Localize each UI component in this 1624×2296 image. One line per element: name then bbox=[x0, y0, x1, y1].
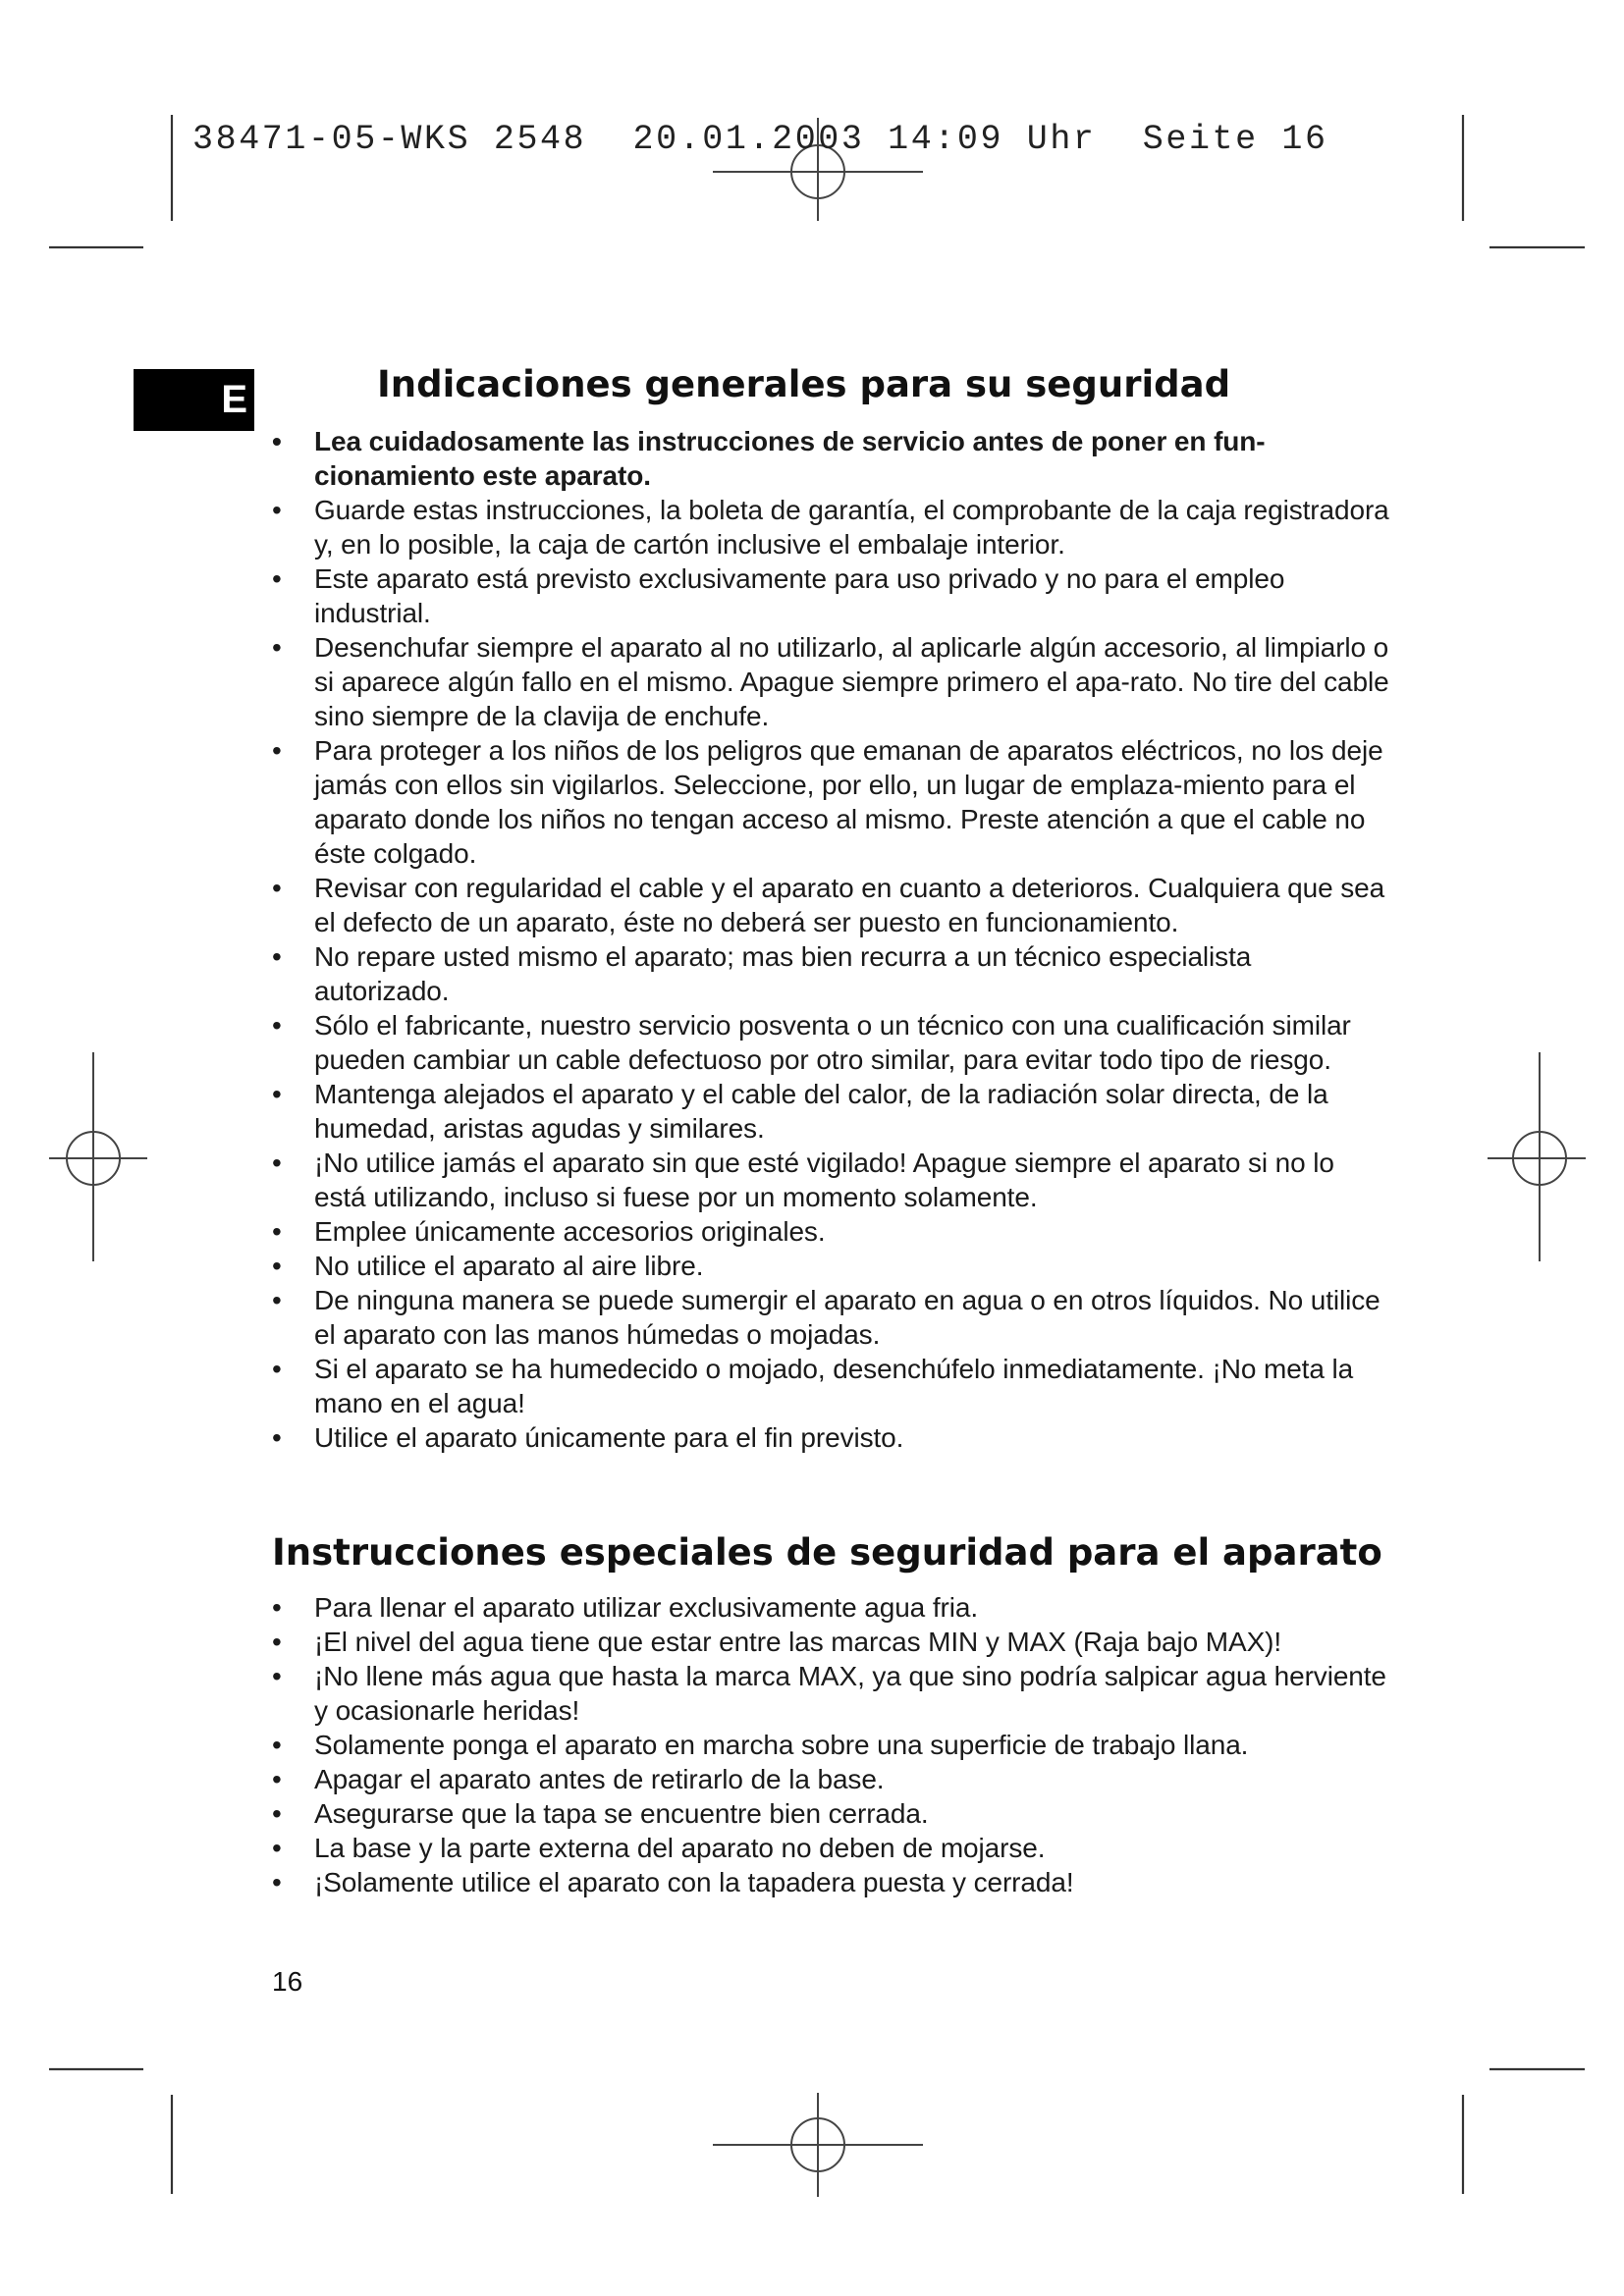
list-item-text: Sólo el fabricante, nuestro servicio posventa o un técnico con una cualificación similar pueden cambiar un cable defectuoso por otro similar, para evitar todo tipo de riesgo. bbox=[314, 1010, 1351, 1075]
list-item bbox=[272, 561, 1391, 630]
bullet-icon: • bbox=[272, 1833, 282, 1863]
page-number: 16 bbox=[272, 1966, 303, 1997]
list-item bbox=[272, 1077, 1391, 1146]
bullet-icon: • bbox=[272, 1627, 282, 1657]
bullet-icon: • bbox=[272, 735, 282, 766]
list-item-text: Lea cuidadosamente las instrucciones de servicio antes de poner en fun-cionamiento este aparato. bbox=[314, 426, 1266, 491]
list-item bbox=[272, 1283, 1391, 1352]
registration-mark-right bbox=[1488, 1052, 1586, 1261]
list-item bbox=[272, 733, 1391, 871]
bullet-icon: • bbox=[272, 1216, 282, 1247]
list-item bbox=[272, 1214, 1391, 1249]
registration-mark-bottom bbox=[713, 2093, 923, 2197]
list-item bbox=[272, 1352, 1391, 1420]
print-header: 38471-05-WKS 2548 20.01.2003 14:09 Uhr Seite 16 bbox=[192, 120, 1328, 159]
section-title-special-safety: Instrucciones especiales de seguridad para el aparato bbox=[272, 1531, 1382, 1574]
bullet-icon: • bbox=[272, 1010, 282, 1041]
list-item-text: Revisar con regularidad el cable y el aparato en cuanto a deterioros. Cualquiera que sea el defecto de un aparato, éste no deberá ser puesto en funcionamiento. bbox=[314, 873, 1385, 937]
bullet-icon: • bbox=[272, 941, 282, 972]
registration-mark-left bbox=[49, 1052, 147, 1261]
bullet-icon: • bbox=[272, 873, 282, 903]
list-item-text: Desenchufar siempre el aparato al no utilizarlo, al aplicarle algún accesorio, al limpiarlo o si aparece algún fallo en el mismo. Apague siempre primero el apa-rato. No tire del cable sino siempre de la clavija de enchufe. bbox=[314, 632, 1389, 731]
list-item bbox=[272, 1728, 1391, 1762]
list-item-text: Si el aparato se ha humedecido o mojado, desenchúfelo inmediatamente. ¡No meta la mano en el agua! bbox=[314, 1354, 1354, 1418]
bullet-icon: • bbox=[272, 495, 282, 525]
list-item-text: No repare usted mismo el aparato; mas bien recurra a un técnico especialista autorizado. bbox=[314, 941, 1252, 1006]
bullet-icon: • bbox=[272, 1422, 282, 1453]
list-item-text: De ninguna manera se puede sumergir el aparato en agua o en otros líquidos. No utilice el aparato con las manos húmedas o mojadas. bbox=[314, 1285, 1380, 1350]
bullet-icon: • bbox=[272, 1592, 282, 1623]
list-item-text: Guarde estas instrucciones, la boleta de garantía, el comprobante de la caja registradora y, en lo posible, la caja de cartón inclusive el embalaje interior. bbox=[314, 495, 1389, 560]
list-item-text: Este aparato está previsto exclusivamente para uso privado y no para el empleo industrial. bbox=[314, 563, 1285, 628]
list-item bbox=[272, 871, 1391, 939]
list-item-text: Apagar el aparato antes de retirarlo de la base. bbox=[314, 1764, 885, 1794]
list-item bbox=[272, 1249, 1391, 1283]
list-item bbox=[272, 1659, 1391, 1728]
list-item bbox=[272, 1762, 1391, 1796]
list-item-text: La base y la parte externa del aparato no deben de mojarse. bbox=[314, 1833, 1046, 1863]
list-item bbox=[272, 939, 1391, 1008]
list-item-text: Mantenga alejados el aparato y el cable del calor, de la radiación solar directa, de la humedad, aristas agudas y similares. bbox=[314, 1079, 1328, 1144]
list-item-text: ¡El nivel del agua tiene que estar entre las marcas MIN y MAX (Raja bajo MAX)! bbox=[314, 1627, 1282, 1657]
bullet-icon: • bbox=[272, 1285, 282, 1315]
bullet-icon: • bbox=[272, 1730, 282, 1760]
list-item-text: Asegurarse que la tapa se encuentre bien cerrada. bbox=[314, 1798, 929, 1829]
bullet-icon: • bbox=[272, 1798, 282, 1829]
list-item bbox=[272, 1590, 1391, 1625]
list-item-text: ¡Solamente utilice el aparato con la tapadera puesta y cerrada! bbox=[314, 1867, 1074, 1897]
bullet-icon: • bbox=[272, 1251, 282, 1281]
general-safety-list bbox=[272, 424, 1391, 1455]
list-item-text: Solamente ponga el aparato en marcha sobre una superficie de trabajo llana. bbox=[314, 1730, 1249, 1760]
list-item bbox=[272, 424, 1391, 493]
language-tab: E bbox=[134, 369, 254, 431]
bullet-icon: • bbox=[272, 426, 282, 456]
bullet-icon: • bbox=[272, 1079, 282, 1109]
list-item-text: ¡No utilice jamás el aparato sin que esté vigilado! Apague siempre el aparato si no lo está utilizando, incluso si fuese por un momento solamente. bbox=[314, 1148, 1334, 1212]
list-item bbox=[272, 1796, 1391, 1831]
bullet-icon: • bbox=[272, 1661, 282, 1691]
list-item-text: ¡No llene más agua que hasta la marca MAX, ya que sino podría salpicar agua herviente y ocasionarle heridas! bbox=[314, 1661, 1386, 1726]
bullet-icon: • bbox=[272, 1354, 282, 1384]
list-item bbox=[272, 1831, 1391, 1865]
list-item bbox=[272, 493, 1391, 561]
list-item bbox=[272, 1625, 1391, 1659]
list-item bbox=[272, 1008, 1391, 1077]
section-title-general-safety: Indicaciones generales para su seguridad bbox=[377, 363, 1231, 405]
bullet-icon: • bbox=[272, 1867, 282, 1897]
bullet-icon: • bbox=[272, 563, 282, 594]
list-item bbox=[272, 1146, 1391, 1214]
special-safety-list bbox=[272, 1590, 1391, 1899]
bullet-icon: • bbox=[272, 1148, 282, 1178]
list-item-text: Para llenar el aparato utilizar exclusivamente agua fria. bbox=[314, 1592, 978, 1623]
list-item bbox=[272, 1865, 1391, 1899]
list-item-text: Para proteger a los niños de los peligros que emanan de aparatos eléctricos, no los deje jamás con ellos sin vigilarlos. Seleccione, por ello, un lugar de emplaza-miento para el aparato donde los niños no tengan acceso al mismo. Preste atención a que el cable no éste colgado. bbox=[314, 735, 1383, 869]
bullet-icon: • bbox=[272, 1764, 282, 1794]
list-item bbox=[272, 630, 1391, 733]
list-item-text: Emplee únicamente accesorios originales. bbox=[314, 1216, 826, 1247]
list-item-text: No utilice el aparato al aire libre. bbox=[314, 1251, 704, 1281]
list-item bbox=[272, 1420, 1391, 1455]
list-item-text: Utilice el aparato únicamente para el fin previsto. bbox=[314, 1422, 904, 1453]
bullet-icon: • bbox=[272, 632, 282, 663]
